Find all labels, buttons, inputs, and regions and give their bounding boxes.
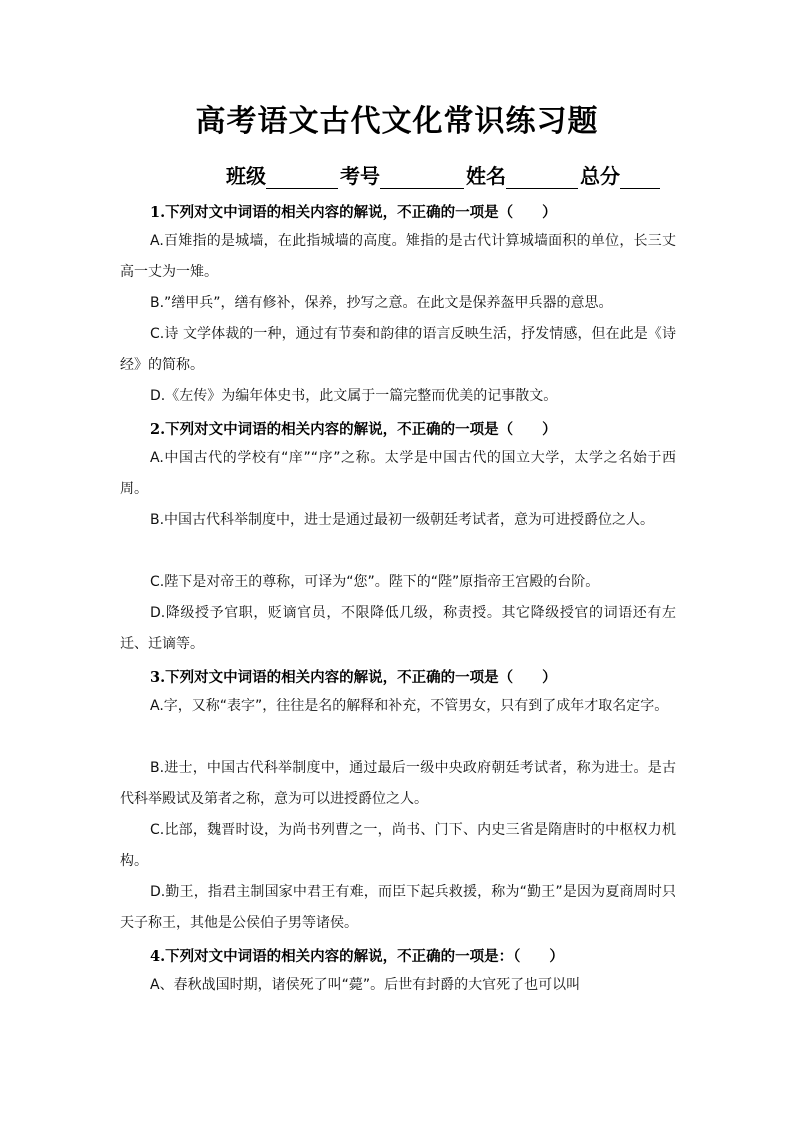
question-1-option-d: D.《左传》为编年体史书，此文属于一篇完整而优美的记事散文。 bbox=[150, 388, 558, 404]
page-title: 高考语文古代文化常识练习题 bbox=[195, 104, 599, 139]
exam-number-blank[interactable] bbox=[380, 168, 464, 189]
question-2-option-d: D.降级授予官职，贬谪官员，不限降低几级，称责授。其它降级授官的词语还有左迁、迁谪等。 bbox=[120, 605, 676, 652]
total-score-label: 总分 bbox=[580, 164, 620, 188]
question-4-option-a: A、春秋战国时期，诸侯死了叫“薨”。后世有封爵的大官死了也可以叫 bbox=[150, 977, 581, 993]
name-blank[interactable] bbox=[506, 168, 578, 189]
question-1-option-a: A.百雉指的是城墙，在此指城墙的高度。雉指的是古代计算城墙面积的单位，长三丈高一丈为一雉。 bbox=[120, 233, 676, 280]
question-4-stem: 4.下列对文中词语的相关内容的解说，不正确的一项是：（ ） bbox=[150, 948, 564, 965]
total-score-blank[interactable] bbox=[620, 168, 660, 189]
question-2-stem: 2.下列对文中词语的相关内容的解说，不正确的一项是（ ） bbox=[150, 421, 557, 438]
exam-number-label: 考号 bbox=[340, 164, 380, 188]
question-3-option-c: C.比部，魏晋时设，为尚书列曹之一，尚书、门下、内史三省是隋唐时的中枢权力机构。 bbox=[120, 822, 676, 869]
question-2-option-c: C.陛下是对帝王的尊称，可译为“您”。陛下的“陛”原指帝王宫殿的台阶。 bbox=[150, 574, 600, 590]
student-info-line bbox=[226, 160, 662, 189]
class-blank[interactable] bbox=[266, 168, 338, 189]
name-label: 姓名 bbox=[466, 164, 506, 188]
question-3-stem: 3.下列对文中词语的相关内容的解说，不正确的一项是（ ） bbox=[150, 669, 557, 686]
question-3-option-b: B.进士，中国古代科举制度中，通过最后一级中央政府朝廷考试者，称为进士。是古代科举殿试及第者之称，意为可以进授爵位之人。 bbox=[120, 760, 676, 807]
question-2-option-b: B.中国古代科举制度中，进士是通过最初一级朝廷考试者，意为可进授爵位之人。 bbox=[150, 512, 655, 528]
question-3-option-d: D.勤王，指君主制国家中君王有难，而臣下起兵救援，称为“勤王”是因为夏商周时只天子称王，其他是公侯伯子男等诸侯。 bbox=[120, 884, 676, 931]
question-1-stem: 1.下列对文中词语的相关内容的解说，不正确的一项是（ ） bbox=[150, 204, 557, 221]
question-2-option-a: A.中国古代的学校有“庠”“序”之称。太学是中国古代的国立大学，太学之名始于西周。 bbox=[120, 450, 676, 497]
question-1-option-b: B.”缮甲兵”，缮有修补，保养，抄写之意。在此文是保养盔甲兵器的意思。 bbox=[150, 295, 613, 311]
question-1-option-c: C.诗 文学体裁的一种，通过有节奏和韵律的语言反映生活，抒发情感，但在此是《诗经》的简称。 bbox=[120, 326, 676, 373]
class-label: 班级 bbox=[226, 164, 266, 188]
question-3-option-a: A.字，又称“表字”，往往是名的解释和补充，不管男女，只有到了成年才取名定字。 bbox=[150, 698, 669, 714]
